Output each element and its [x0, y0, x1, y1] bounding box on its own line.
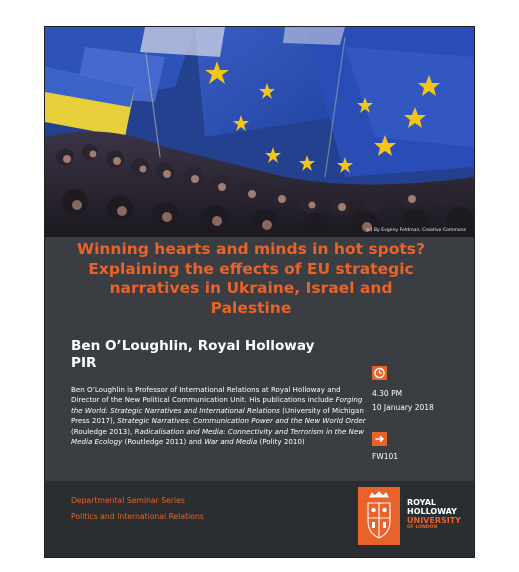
logo-line-of-london: OF LONDON — [407, 525, 438, 530]
speaker-line-1: Ben O’Loughlin, Royal Holloway — [71, 338, 315, 354]
header-photo — [45, 27, 474, 237]
crest-icon — [358, 487, 400, 545]
speaker-line-2: PIR — [71, 354, 97, 371]
book-title-1: Forging the World: Strategic Narratives and International Relations — [71, 395, 363, 415]
bio-text-2: (University of Michigan Press 2017), — [71, 405, 364, 426]
logo-line-royal: ROYAL — [407, 498, 436, 507]
university-logo-text — [407, 498, 469, 531]
series-name: Departmental Seminar Series — [71, 496, 185, 505]
bio-text-3: (Rouledge 2013), — [71, 426, 135, 436]
arrow-right-icon — [372, 432, 387, 446]
department-name: Politics and International Relations — [71, 512, 204, 521]
logo-line-university: UNIVERSITY — [407, 516, 461, 525]
book-title-2: Strategic Narratives: Communication Power and the New World Order — [117, 416, 366, 426]
book-title-4: War and Media — [204, 437, 258, 447]
bio-text-4: (Routledge 2011) and — [122, 437, 205, 447]
bio-text-5: (Polity 2010) — [257, 437, 305, 447]
logo-line-holloway: HOLLOWAY — [407, 507, 457, 516]
event-time: 4.30 PM — [372, 389, 403, 398]
speaker-bio — [71, 385, 371, 447]
event-date: 10 January 2018 — [372, 403, 434, 412]
bio-text-1: Ben O’Loughlin is Professor of International Relations at Royal Holloway and Director of the New Political Communication Unit. His publications include — [71, 385, 341, 405]
event-poster — [44, 26, 475, 558]
event-location: FW101 — [372, 452, 399, 461]
photo-credit: (c) By Evgeny Feldman, Creative Commons — [366, 228, 466, 233]
clock-icon — [372, 366, 387, 380]
seminar-title: Winning hearts and minds in hot spots? Explaining the effects of EU strategic narratives in Ukraine, Israel and Palestine — [76, 240, 426, 317]
eu-flags-crowd-image — [45, 27, 474, 237]
book-title-3: Radicalisation and Media: Connectivity and Terrorism in the New Media Ecology — [71, 426, 365, 447]
